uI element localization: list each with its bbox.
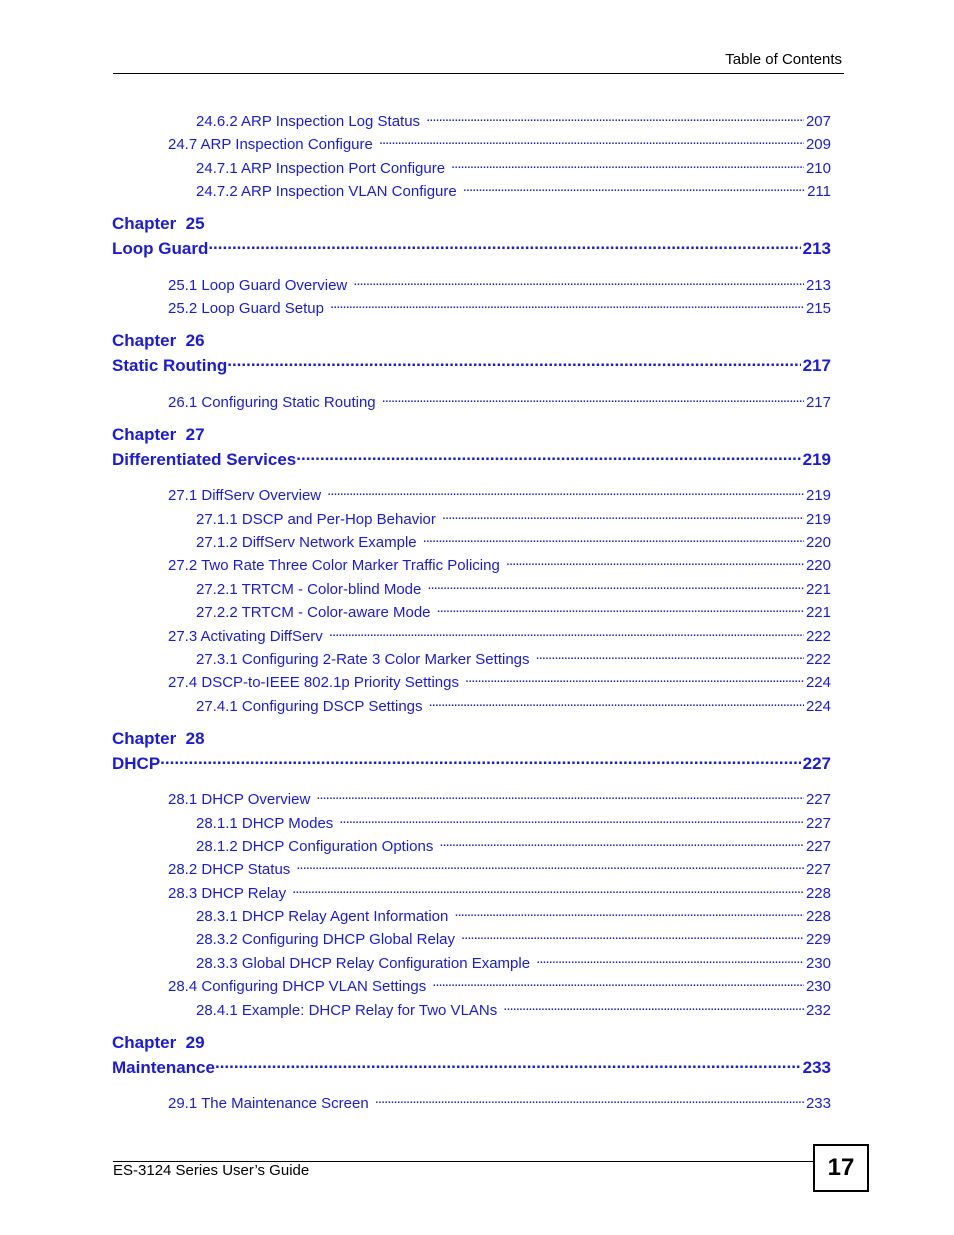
toc-entry[interactable]: 28.1 DHCP Overview . . . 227 bbox=[168, 786, 831, 809]
toc-entry[interactable]: 26.1 Configuring Static Routing . . . 217 bbox=[168, 389, 831, 412]
toc-entry[interactable]: 28.3.3 Global DHCP Relay Configuration Example . . . 230 bbox=[196, 950, 831, 973]
chapter-label[interactable]: Chapter 28 bbox=[112, 729, 205, 748]
toc-entry[interactable]: 28.4.1 Example: DHCP Relay for Two VLANs . . . 232 bbox=[196, 997, 831, 1020]
chapter-label[interactable]: Chapter 25 bbox=[112, 214, 205, 233]
page-number: 17 bbox=[813, 1144, 869, 1192]
toc-entry[interactable]: 27.4.1 Configuring DSCP Settings . . . 224 bbox=[196, 693, 831, 716]
header-title: Table of Contents bbox=[725, 51, 842, 68]
chapter-title[interactable]: Maintenance ..... 233 bbox=[112, 1053, 831, 1078]
toc-entry[interactable]: 28.1.2 DHCP Configuration Options . . . 227 bbox=[196, 833, 831, 856]
chapter-label[interactable]: Chapter 27 bbox=[112, 425, 205, 444]
toc-entry[interactable]: 27.2.1 TRTCM - Color-blind Mode . . . 221 bbox=[196, 576, 831, 599]
header-rule bbox=[113, 73, 844, 74]
toc-entry[interactable]: 25.2 Loop Guard Setup . . . 215 bbox=[168, 295, 831, 318]
toc-entry[interactable]: 28.2 DHCP Status . . . 227 bbox=[168, 856, 831, 879]
toc-entry[interactable]: 28.3 DHCP Relay . . . 228 bbox=[168, 880, 831, 903]
toc-entry[interactable]: 27.1 DiffServ Overview . . . 219 bbox=[168, 482, 831, 505]
toc-entry[interactable]: 27.2.2 TRTCM - Color-aware Mode . . . 221 bbox=[196, 599, 831, 622]
toc-entry[interactable]: 25.1 Loop Guard Overview . . . 213 bbox=[168, 272, 831, 295]
toc-entry[interactable]: 28.4 Configuring DHCP VLAN Settings . . . 230 bbox=[168, 973, 831, 996]
toc-entry[interactable]: 24.7.1 ARP Inspection Port Configure . . . 210 bbox=[196, 155, 831, 178]
toc-entry[interactable]: 27.3 Activating DiffServ . . . 222 bbox=[168, 623, 831, 646]
chapter-title[interactable]: DHCP ..... 227 bbox=[112, 749, 831, 774]
toc-entry[interactable]: 24.6.2 ARP Inspection Log Status . . . 207 bbox=[196, 108, 831, 131]
toc-entry[interactable]: 28.3.2 Configuring DHCP Global Relay . . . 229 bbox=[196, 926, 831, 949]
chapter-title[interactable]: Differentiated Services ..... 219 bbox=[112, 445, 831, 470]
toc-entry[interactable]: 27.4 DSCP-to-IEEE 802.1p Priority Settings . . . 224 bbox=[168, 669, 831, 692]
toc-entry[interactable]: 27.2 Two Rate Three Color Marker Traffic Policing . . . 220 bbox=[168, 552, 831, 575]
chapter-title[interactable]: Loop Guard ..... 213 bbox=[112, 234, 831, 259]
toc-entry[interactable]: 27.1.2 DiffServ Network Example . . . 220 bbox=[196, 529, 831, 552]
toc-entry[interactable]: 28.1.1 DHCP Modes . . . 227 bbox=[196, 810, 831, 833]
footer-guide-title: ES-3124 Series User’s Guide bbox=[113, 1162, 310, 1179]
toc-entry[interactable]: 27.1.1 DSCP and Per-Hop Behavior . . . 219 bbox=[196, 506, 831, 529]
toc-entry[interactable]: 27.3.1 Configuring 2-Rate 3 Color Marker Settings . . . 222 bbox=[196, 646, 831, 669]
chapter-title[interactable]: Static Routing ..... 217 bbox=[112, 351, 831, 376]
toc-entry[interactable]: 24.7 ARP Inspection Configure . . . 209 bbox=[168, 131, 831, 154]
toc-entry[interactable]: 24.7.2 ARP Inspection VLAN Configure . . . 211 bbox=[196, 178, 831, 201]
chapter-label[interactable]: Chapter 26 bbox=[112, 331, 205, 350]
toc-entry[interactable]: 28.3.1 DHCP Relay Agent Information . . . 228 bbox=[196, 903, 831, 926]
toc-entry[interactable]: 29.1 The Maintenance Screen . . . 233 bbox=[168, 1090, 831, 1113]
chapter-label[interactable]: Chapter 29 bbox=[112, 1033, 205, 1052]
